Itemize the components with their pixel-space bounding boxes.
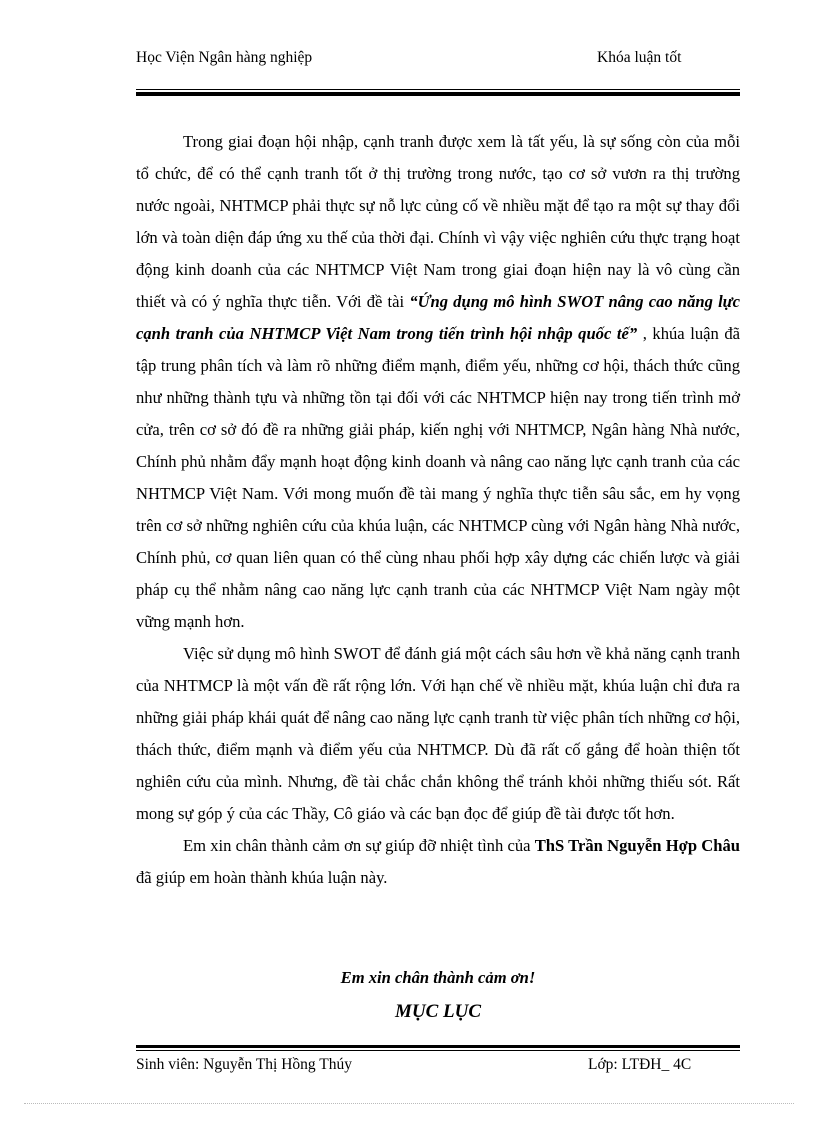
- thesis-title: “Ứng dụng mô hình SWOT nâng cao năng lực cạnh tranh của NHTMCP Việt Nam trong tiến trình hội nhập quốc tế”: [136, 292, 740, 343]
- header-rule-thick: [136, 92, 740, 96]
- footer-rule-thin: [136, 1050, 740, 1051]
- footer-student: Sinh viên: Nguyễn Thị Hồng Thúy: [136, 1056, 352, 1073]
- paragraph-3-text-a: Em xin chân thành cảm ơn sự giúp đỡ nhiệt tình của: [183, 836, 535, 855]
- paragraph-2: Việc sử dụng mô hình SWOT để đánh giá một cách sâu hơn về khả năng cạnh tranh của NHTMCP là một vấn đề rất rộng lớn. Với hạn chế về nhiều mặt, khúa luận chỉ đưa ra những giải pháp khái quát để nâng cao năng lực cạnh tranh từ việc phân tích những cơ hội, thách thức, điểm mạnh và điểm yếu của NHTMCP. Dù đã rất cố gắng để hoàn thiện tốt nghiên cứu của mình. Nhưng, đề tài chắc chắn không thể tránh khỏi những thiếu sót. Rất mong sự góp ý của các Thầy, Cô giáo và các bạn đọc để giúp đề tài được tốt hơn.: [136, 644, 740, 823]
- footer-rule-thick: [136, 1045, 740, 1048]
- thanks-line: Em xin chân thành cảm ơn!: [340, 968, 536, 987]
- toc-title: MỤC LỤC: [394, 1001, 482, 1022]
- header-doc-type: Khóa luận tốt: [597, 49, 682, 66]
- page-footer: [136, 1054, 740, 1076]
- paragraph-1: [136, 126, 740, 638]
- document-body: [136, 126, 740, 894]
- paragraph-1-text-a: Trong giai đoạn hội nhập, cạnh tranh được xem là tất yếu, là sự sống còn của mỗi tổ chức, để có thể cạnh tranh tốt ở thị trường trong nước, tạo cơ sở vươn ra thị trường nước ngoài, NHTMCP phải thực sự nỗ lực củng cố về nhiều mặt để tạo ra một sự thay đổi lớn và toàn diện đáp ứng xu thế của thời đại. Chính vì vậy việc nghiên cứu thực trạng hoạt động kinh doanh của các NHTMCP Việt Nam trong giai đoạn hiện nay là vô cùng cần thiết và có ý nghĩa thực tiễn. Với đề tài: [136, 132, 740, 311]
- paragraph-3-text-b: đã giúp em hoàn thành khúa luận này.: [136, 868, 388, 887]
- advisor-name: ThS Trần Nguyễn Hợp Châu: [534, 836, 740, 855]
- paragraph-1-text-b: , khúa luận đã tập trung phân tích và làm rõ những điểm mạnh, điểm yếu, những cơ hội, thách thức cũng như những thành tựu và những tồn tại đối với các NHTMCP hiện nay trong tiến trình mở cửa, trên cơ sở đó đề ra những giải pháp, kiến nghị với NHTMCP, Ngân hàng Nhà nước, Chính phủ nhằm đẩy mạnh hoạt động kinh doanh và nâng cao năng lực cạnh tranh của các NHTMCP Việt Nam. Với mong muốn đề tài mang ý nghĩa thực tiễn sâu sắc, em hy vọng trên cơ sở những nghiên cứu của khúa luận, các NHTMCP cùng với Ngân hàng Nhà nước, Chính phủ, cơ quan liên quan có thể cùng nhau phối hợp xây dựng các chiến lược và giải pháp cụ thể nhằm nâng cao năng lực cạnh tranh của các NHTMCP Việt Nam ngày một vững mạnh hơn.: [136, 324, 740, 631]
- page-bottom-dotted-line: [24, 1103, 794, 1104]
- header-rule-thin: [136, 89, 740, 90]
- header-institution: Học Viện Ngân hàng nghiệp: [136, 49, 313, 66]
- footer-class: Lớp: LTĐH_ 4C: [588, 1056, 692, 1073]
- paragraph-3: [136, 830, 740, 894]
